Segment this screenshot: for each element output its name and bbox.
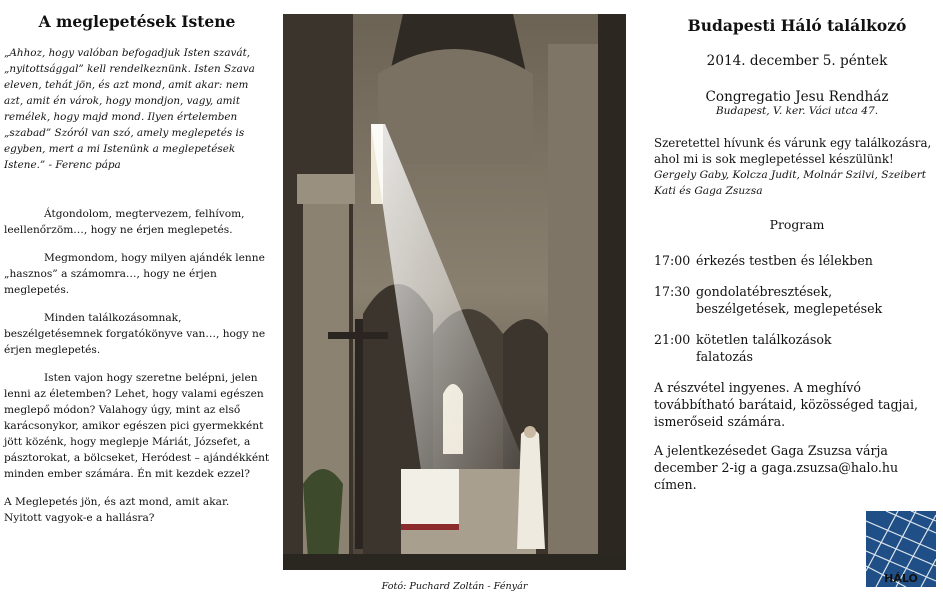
program-time: 21:00	[654, 332, 691, 347]
reflection-paragraph-1: Átgondolom, megtervezem, felhívom, leellenőrzöm…, hogy ne érjen meglepetés.	[4, 208, 245, 236]
program-item	[654, 331, 940, 365]
pope-quote: „Ahhoz, hogy valóban befogadjuk Isten szavát, „nyitottsággal” kell rendelkeznünk. Isten Szava eleven, tehát jön, és azt mond, amit akar: nem azt, amit én várok, hogy mondjon, vagy, amit remélek, hogy majd mond. Ilyen értelemben „szabad” Szóról van szó, amely meglepetés is egyben, mert a mi Istenünk a meglepetések Istene.” - Ferenc pápa	[4, 47, 255, 171]
event-address: Budapest, V. ker. Váci utca 47.	[715, 105, 879, 117]
net-icon	[866, 511, 936, 587]
program-text: beszélgetések, meglepetések	[696, 301, 883, 316]
logo-text: HÁLÓ	[884, 572, 918, 585]
reflection-paragraph-5: A Meglepetés jön, és azt mond, amit akar. Nyitott vagyok-e a hallásra?	[4, 496, 230, 524]
program-text: érkezés testben és lélekben	[696, 253, 873, 268]
invitation-text: Szeretettel hívunk és várunk egy találkozásra, ahol mi is sok meglepetéssel készülünk!	[654, 136, 932, 166]
program-heading: Program	[769, 217, 825, 232]
right-column	[654, 14, 940, 505]
event-date: 2014. december 5. péntek	[706, 53, 888, 69]
church-photo	[283, 14, 626, 570]
left-column	[4, 12, 270, 538]
reflection-paragraph-2: Megmondom, hogy milyen ajándék lenne „hasznos” a számomra…, hogy ne érjen meglepetés.	[4, 252, 265, 296]
program-item	[654, 283, 940, 317]
program-text: gondolatébresztések,	[696, 284, 833, 299]
program-text: falatozás	[696, 349, 753, 364]
crucifix-beam	[328, 332, 388, 339]
registration-note: A jelentkezésedet Gaga Zsuzsa várja december 2-ig a gaga.zsuzsa@halo.hu címen.	[654, 443, 899, 492]
altar-cloth	[401, 469, 459, 529]
program-text: kötetlen találkozások	[696, 332, 832, 347]
photo-caption: Fotó: Puchard Zoltán - Fényár	[381, 581, 528, 592]
program-item	[654, 252, 940, 269]
right-column-stone	[548, 44, 598, 570]
church-interior-illustration	[283, 14, 626, 570]
program-time: 17:00	[654, 253, 691, 268]
crucifix-post	[355, 319, 363, 549]
event-title: Budapesti Háló találkozó	[687, 16, 907, 35]
reflection-paragraph-3: Minden találkozásomnak, beszélgetésemnek forgatókönyve van…, hogy ne érjen meglepetés.	[4, 312, 266, 356]
reflection-paragraph-4: Isten vajon hogy szeretne belépni, jelen lenni az életemben? Lehet, hogy valami egészen meglepő módon? Valahogy úgy, mint az első karácsonykor, amikor egészen pici gyermekként jött közénk, hogy meglepje Máriát, Józsefet, a pásztorokat, a bölcseket, Heródest – ajándékként minden ember számára. Én mit kezdek ezzel?	[4, 372, 270, 480]
participation-note: A részvétel ingyenes. A meghívó továbbítható barátaid, közösséged tagjai, ismerőseid számára.	[654, 380, 918, 429]
event-venue: Congregatio Jesu Rendház	[705, 89, 889, 105]
left-title: A meglepetések Istene	[38, 12, 236, 31]
hosts-list: Gergely Gaby, Kolcza Judit, Molnár Szilvi, Szeibert Kati és Gaga Zsuzsa	[654, 169, 927, 197]
plant	[303, 469, 343, 559]
program-time: 17:30	[654, 284, 691, 299]
halo-logo	[866, 511, 936, 587]
